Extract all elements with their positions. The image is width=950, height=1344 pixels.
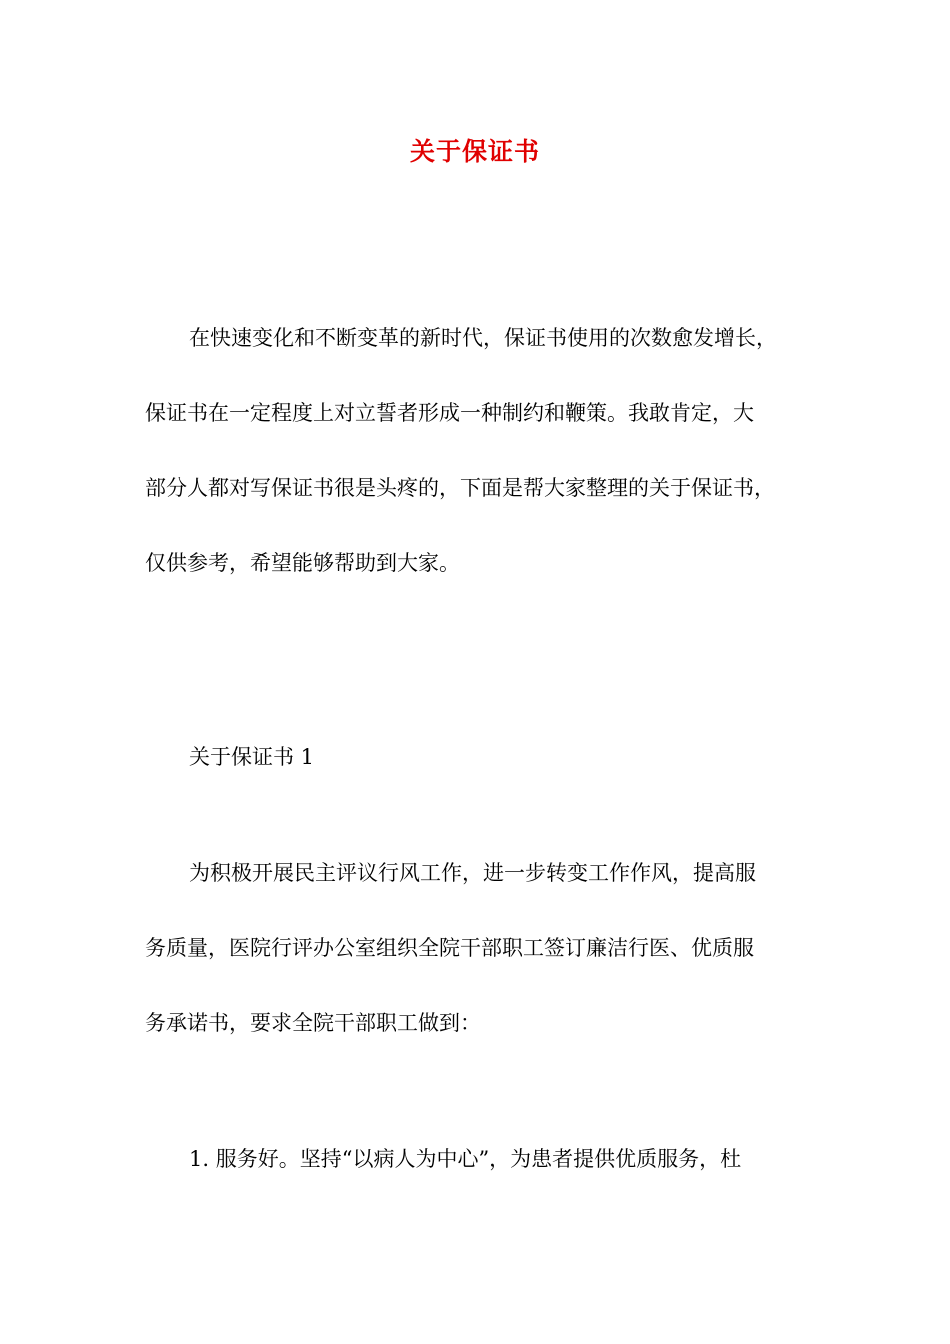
item-line: 1. 服务好。坚持“以病人为中心”，为患者提供优质服务，杜 bbox=[189, 1147, 742, 1171]
intro-line: 仅供参考，希望能够帮助到大家。 bbox=[145, 551, 460, 575]
item-paragraph bbox=[145, 1122, 815, 1197]
intro-line: 部分人都对写保证书很是头疼的，下面是帮大家整理的关于保证书， bbox=[145, 476, 775, 500]
document-title: 关于保证书 bbox=[409, 137, 540, 166]
section-line: 务质量，医院行评办公室组织全院干部职工签订廉洁行医、优质服 bbox=[145, 936, 754, 960]
section-paragraph bbox=[145, 836, 815, 1061]
intro-line: 在快速变化和不断变革的新时代，保证书使用的次数愈发增长， bbox=[189, 326, 777, 350]
section-heading: 关于保证书 1 bbox=[189, 745, 315, 769]
intro-line: 保证书在一定程度上对立誓者形成一种制约和鞭策。我敢肯定，大 bbox=[145, 401, 754, 425]
section-line: 为积极开展民主评议行风工作，进一步转变工作作风，提高服 bbox=[189, 861, 756, 885]
intro-paragraph bbox=[145, 301, 815, 601]
section-line: 务承诺书，要求全院干部职工做到： bbox=[145, 1011, 481, 1035]
